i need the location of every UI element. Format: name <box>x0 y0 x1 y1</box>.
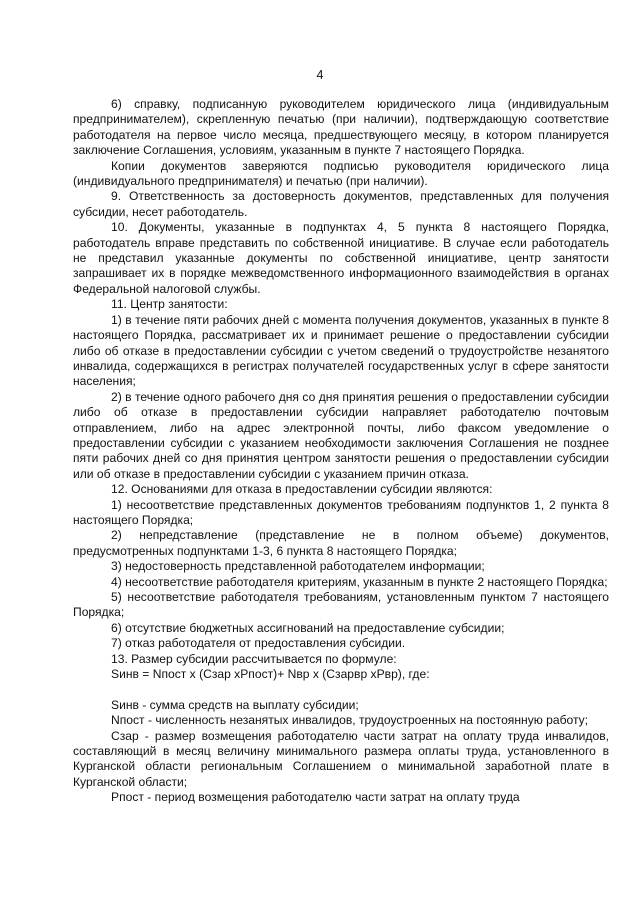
paragraph-10: 10. Документы, указанные в подпунктах 4, 5 пункта 8 настоящего Порядка, работодатель вправе представить по собственной инициативе. В случае если работодатель не представил указанные документы по собственной инициативе, центр занятости запрашивает их в порядке межведомственного информационного взаимодействия в органах Федеральной налоговой службы. <box>73 220 609 296</box>
paragraph-12-item-5: 5) несоответствие работодателя требованиям, установленным пунктом 7 настоящего Порядка; <box>73 590 609 620</box>
paragraph-12-item-2: 2) непредставление (представление не в полном объеме) документов, предусмотренных подпунктами 1-3, 6 пункта 8 настоящего Порядка; <box>73 528 609 558</box>
paragraph-copies-certification: Копии документов заверяются подписью руководителя юридического лица (индивидуального предпринимателя) и печатью (при наличии). <box>73 158 609 189</box>
paragraph-12: 12. Основаниями для отказа в предоставлении субсидии являются: <box>111 482 493 497</box>
subsidy-formula: Sинв = Nпост х (Сзар хРпост)+ Nвр х (Сзарвр хРвр), где: <box>111 667 430 682</box>
blank-line <box>73 682 609 697</box>
paragraph-9: 9. Ответственность за достоверность документов, представленных для получения субсидии, несет работодатель. <box>73 189 609 219</box>
definition-npost: Nпост - численность незанятых инвалидов, трудоустроенных на постоянную работу; <box>111 713 589 728</box>
page-number: 4 <box>316 68 324 82</box>
paragraph-12-item-4: 4) несоответствие работодателя критериям, указанным в пункте 2 настоящего Порядка; <box>111 574 608 589</box>
paragraph-11: 11. Центр занятости: <box>111 297 228 312</box>
document-body <box>73 97 609 806</box>
paragraph-13: 13. Размер субсидии рассчитывается по формуле: <box>111 651 397 666</box>
paragraph-item-6: 6) справку, подписанную руководителем юридического лица (индивидуальным предпринимателем), скрепленную печатью (при наличии), подтверждающую соответствие работодателя на первое число месяца, предшествующего месяцу, в котором планируется заключение Соглашения, условиям, указанным в пункте 7 настоящего Порядка. <box>73 97 609 158</box>
paragraph-12-item-1: 1) несоответствие представленных документов требованиям подпунктов 1, 2 пункта 8 настоящего Порядка; <box>73 497 609 527</box>
paragraph-12-item-3: 3) недостоверность представленной работодателем информации; <box>111 559 485 574</box>
definition-sinv: Sинв - сумма средств на выплату субсидии; <box>111 697 359 712</box>
paragraph-11-item-2: 2) в течение одного рабочего дня со дня принятия решения о предоставлении субсидии либо об отказе в предоставлении субсидии направляет работодателю почтовым отправлением, либо на адрес электронной почты, либо факсом уведомление о предоставлении субсидии с указанием необходимости заключения Соглашения не позднее пяти рабочих дней со дня принятия центром занятости решения о предоставлении субсидии или об отказе в предоставлении субсидии с указанием причин отказа. <box>73 389 609 481</box>
paragraph-11-item-1: 1) в течение пяти рабочих дней с момента получения документов, указанных в пункте 8 настоящего Порядка, рассматривает их и принимает решение о предоставлении субсидии либо об отказе в предоставлении субсидии с учетом сведений о трудоустройстве незанятого инвалида, содержащихся в регистрах получателей государственных услуг в сфере занятости населения; <box>73 312 609 389</box>
paragraph-12-item-7: 7) отказ работодателя от предоставления субсидии. <box>111 636 406 651</box>
definition-rpost: Рпост - период возмещения работодателю части затрат на оплату труда <box>111 790 520 805</box>
paragraph-12-item-6: 6) отсутствие бюджетных ассигнований на предоставление субсидии; <box>111 620 505 635</box>
definition-szar: Сзар - размер возмещения работодателю части затрат на оплату труда инвалидов, составляющий в месяц величину минимального размера оплаты труда, установленного в Курганской области региональным Соглашением о минимальной заработной плате в Курганской области; <box>73 728 609 789</box>
